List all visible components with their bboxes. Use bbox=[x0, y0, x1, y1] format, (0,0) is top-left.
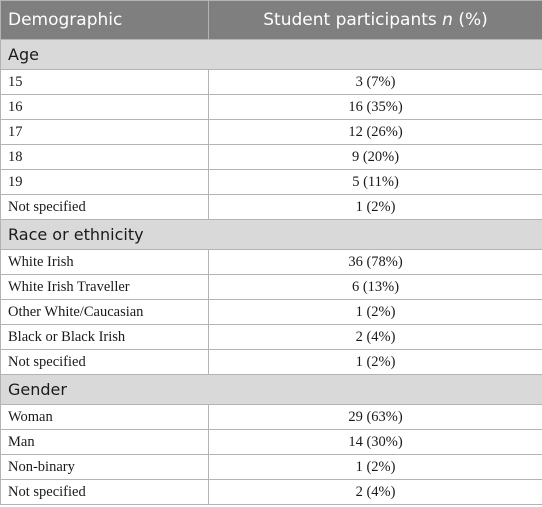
header-participants bbox=[209, 1, 542, 40]
section-row bbox=[1, 220, 542, 250]
row-label: 15 bbox=[1, 70, 209, 95]
table-row bbox=[1, 405, 542, 430]
table-row bbox=[1, 145, 542, 170]
row-label: 16 bbox=[1, 95, 209, 120]
row-value: 1 (2%) bbox=[209, 455, 542, 480]
header-participants-suffix: (%) bbox=[452, 10, 488, 30]
row-label: 18 bbox=[1, 145, 209, 170]
table-row bbox=[1, 325, 542, 350]
table-row bbox=[1, 300, 542, 325]
section-title: Age bbox=[1, 40, 542, 70]
header-participants-prefix: Student participants bbox=[263, 10, 443, 30]
table-row bbox=[1, 350, 542, 375]
header-demographic: Demographic bbox=[1, 1, 209, 40]
row-label: Other White/Caucasian bbox=[1, 300, 209, 325]
row-value: 6 (13%) bbox=[209, 275, 542, 300]
row-label: White Irish Traveller bbox=[1, 275, 209, 300]
row-value: 2 (4%) bbox=[209, 325, 542, 350]
row-label: Black or Black Irish bbox=[1, 325, 209, 350]
table-row bbox=[1, 95, 542, 120]
row-value: 5 (11%) bbox=[209, 170, 542, 195]
row-label: Woman bbox=[1, 405, 209, 430]
row-value: 1 (2%) bbox=[209, 300, 542, 325]
table-row bbox=[1, 480, 542, 505]
table-row bbox=[1, 250, 542, 275]
row-value: 3 (7%) bbox=[209, 70, 542, 95]
section-row bbox=[1, 375, 542, 405]
table-row bbox=[1, 430, 542, 455]
row-value: 29 (63%) bbox=[209, 405, 542, 430]
table-row bbox=[1, 275, 542, 300]
table-row bbox=[1, 70, 542, 95]
row-label: 19 bbox=[1, 170, 209, 195]
section-title: Gender bbox=[1, 375, 542, 405]
row-value: 9 (20%) bbox=[209, 145, 542, 170]
row-value: 16 (35%) bbox=[209, 95, 542, 120]
row-label: Man bbox=[1, 430, 209, 455]
section-row bbox=[1, 40, 542, 70]
table-row bbox=[1, 455, 542, 480]
row-label: 17 bbox=[1, 120, 209, 145]
table-header-row bbox=[1, 1, 542, 40]
row-label: Not specified bbox=[1, 350, 209, 375]
row-label: Not specified bbox=[1, 195, 209, 220]
section-title: Race or ethnicity bbox=[1, 220, 542, 250]
row-value: 1 (2%) bbox=[209, 195, 542, 220]
table-row bbox=[1, 120, 542, 145]
row-value: 36 (78%) bbox=[209, 250, 542, 275]
row-label: Non-binary bbox=[1, 455, 209, 480]
row-value: 14 (30%) bbox=[209, 430, 542, 455]
table-row bbox=[1, 195, 542, 220]
row-value: 12 (26%) bbox=[209, 120, 542, 145]
header-participants-n: n bbox=[442, 10, 453, 30]
row-value: 2 (4%) bbox=[209, 480, 542, 505]
table-row bbox=[1, 170, 542, 195]
row-value: 1 (2%) bbox=[209, 350, 542, 375]
row-label: White Irish bbox=[1, 250, 209, 275]
table-body bbox=[1, 40, 542, 505]
row-label: Not specified bbox=[1, 480, 209, 505]
